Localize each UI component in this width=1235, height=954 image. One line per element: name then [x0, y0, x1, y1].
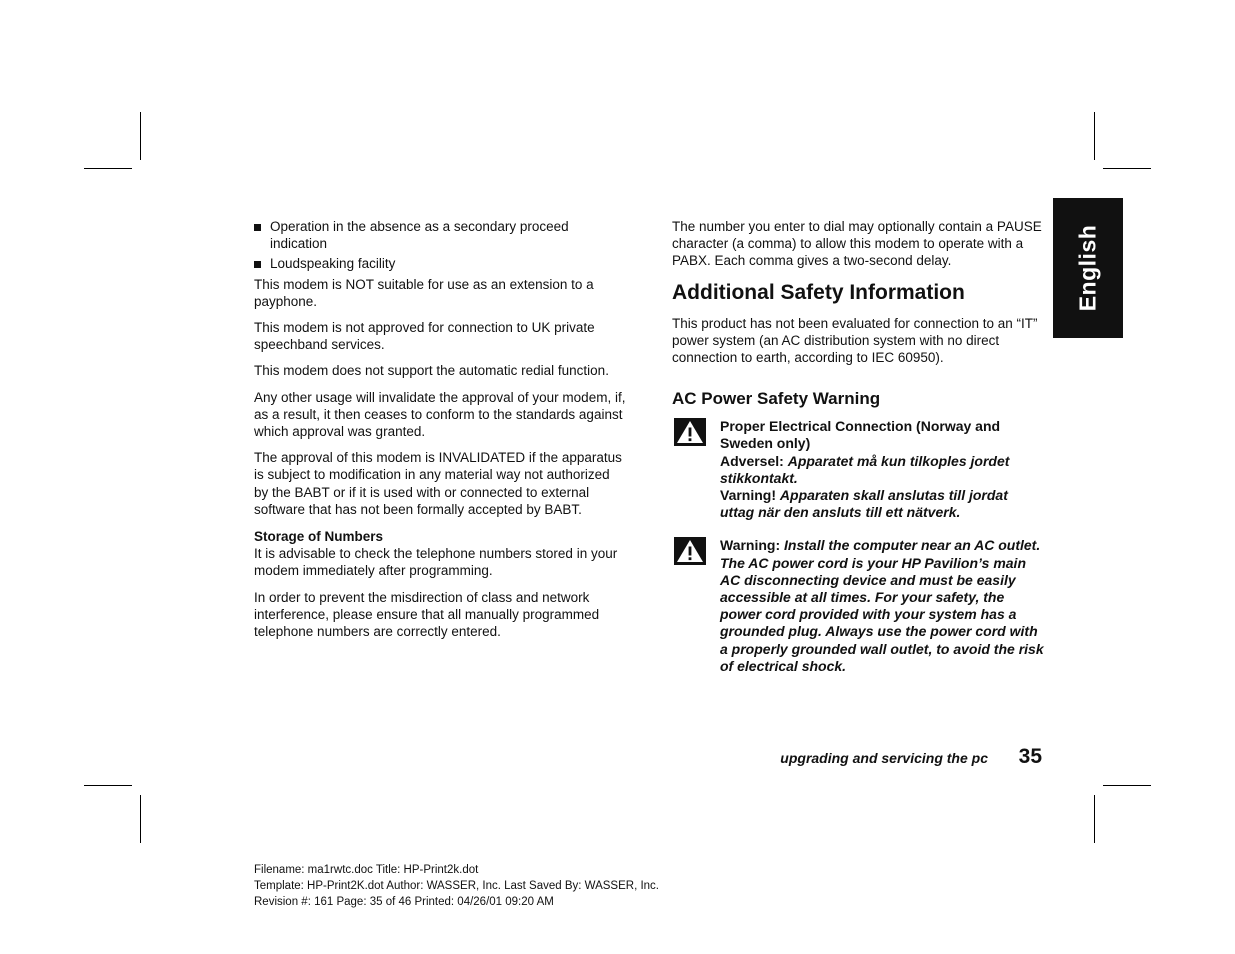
safety-paragraph: This product has not been evaluated for connection to an “IT” power system (an AC distribution system with no direct connection to earth, according to IEC 60950). — [672, 315, 1038, 366]
warning-block-power-cord — [672, 537, 1044, 675]
crop-mark — [84, 785, 132, 786]
right-column — [672, 218, 1044, 675]
crop-mark — [1094, 112, 1095, 160]
page-number: 35 — [1018, 745, 1042, 768]
language-tab-label: English — [1074, 224, 1101, 312]
warning-text: Install the computer near an AC outlet. The AC power cord is your HP Pavilion’s main AC disconnecting device and must be easily accessible at all times. For your safety, the power cord provided with your system has a grounded plug. Always use the power cord with a properly grounded wall outlet, to avoid the risk of electrical shock. — [720, 537, 1044, 674]
meta-line: Revision #: 161 Page: 35 of 46 Printed: 04/26/01 09:20 AM — [254, 895, 554, 908]
left-column — [254, 218, 626, 649]
file-metadata — [254, 863, 659, 910]
crop-mark — [1103, 168, 1151, 169]
adversel-text: Apparatet må kun tilkoples jordet stikkontakt. — [720, 452, 1010, 486]
adversel-label: Adversel: — [720, 452, 784, 469]
intro-paragraph: The number you enter to dial may optionally contain a PAUSE character (a comma) to allow this modem to operate with a PABX. Each comma gives a two-second delay. — [672, 219, 1042, 269]
paragraph: This modem is NOT suitable for use as an extension to a payphone. — [254, 276, 594, 309]
subsection-heading: AC Power Safety Warning — [672, 389, 881, 409]
bullet-item: Loudspeaking facility — [254, 255, 626, 272]
warning-icon — [674, 418, 706, 446]
warning-title: Proper Electrical Connection (Norway and Sweden only) — [720, 418, 1001, 452]
varning-label: Varning! — [720, 487, 777, 504]
crop-mark — [1103, 785, 1151, 786]
crop-mark — [84, 168, 132, 169]
paragraph: It is advisable to check the telephone numbers stored in your modem immediately after programming. — [254, 546, 618, 579]
meta-line: Template: HP-Print2K.dot Author: WASSER, Inc. Last Saved By: WASSER, Inc. — [254, 879, 660, 892]
warning-block-norway-sweden — [672, 418, 1044, 521]
bullet-item: Operation in the absence as a secondary proceed indication — [254, 218, 626, 252]
crop-mark — [1094, 795, 1095, 843]
paragraph: The approval of this modem is INVALIDATED if the apparatus is subject to modification in any material way not authorized by the BABT or if it is used with or connected to external software that has not been formally accepted by BABT. — [254, 450, 622, 517]
paragraph: This modem does not support the automatic redial function. — [254, 363, 609, 379]
paragraph: This modem is not approved for connection to UK private speechband services. — [254, 320, 595, 353]
adversel-line — [720, 453, 1044, 487]
language-tab — [1053, 198, 1123, 338]
varning-line — [720, 487, 1044, 521]
crop-mark — [140, 112, 141, 160]
varning-text: Apparaten skall anslutas till jordat uttag när den ansluts till ett nätverk. — [720, 487, 1008, 521]
paragraph: Any other usage will invalidate the approval of your modem, if, as a result, it then ceases to conform to the standards against which approval was granted. — [254, 389, 626, 440]
meta-line: Filename: ma1rwtc.doc Title: HP-Print2k.dot — [254, 864, 479, 876]
storage-heading: Storage of Numbers — [254, 529, 384, 545]
warning-label: Warning: — [720, 537, 781, 554]
warning-icon — [674, 537, 706, 565]
paragraph: In order to prevent the misdirection of class and network interference, please ensure that all manually programmed telephone numbers are correctly entered. — [254, 589, 600, 640]
crop-mark — [140, 795, 141, 843]
footer-section-title: upgrading and servicing the pc — [780, 750, 988, 766]
section-heading: Additional Safety Information — [672, 280, 965, 304]
